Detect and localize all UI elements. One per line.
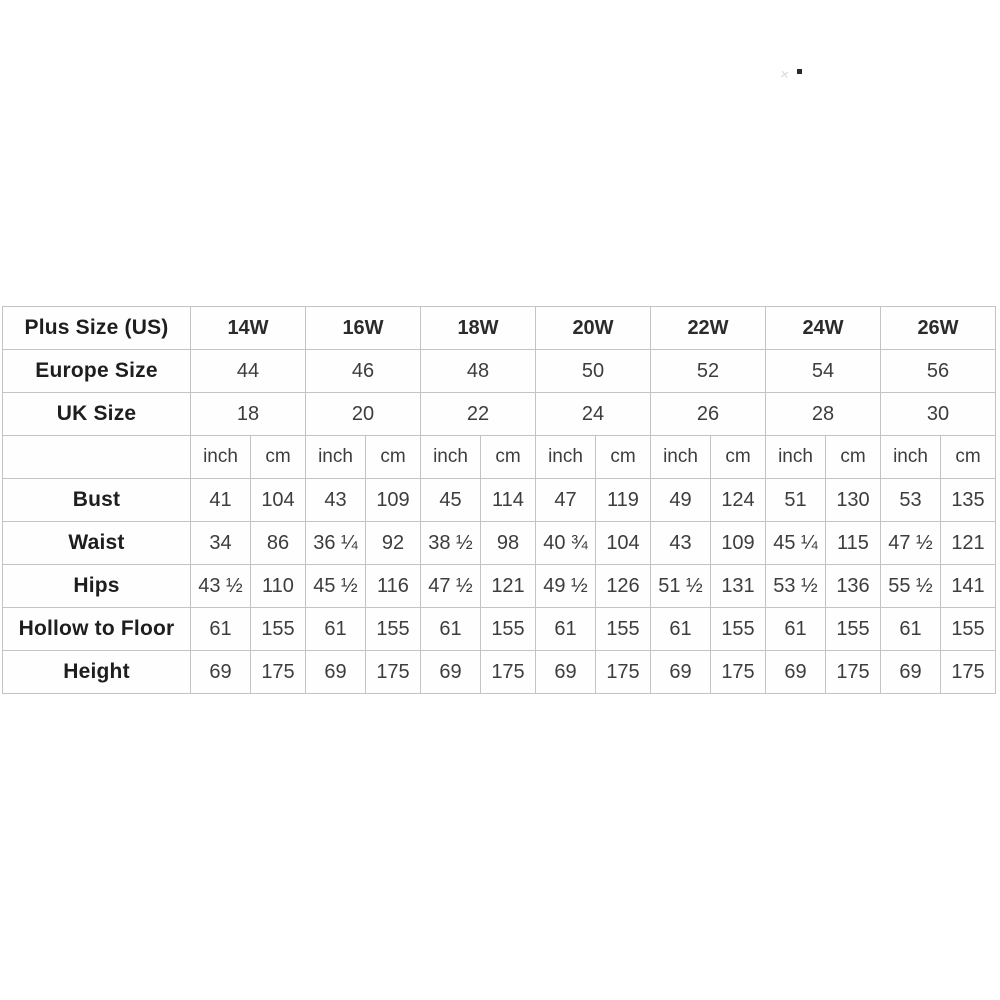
unit-cell-cm: cm [596, 436, 651, 479]
table-row-plus-size [3, 307, 996, 350]
height-cell: 69 [651, 651, 711, 694]
europe-size-cell: 56 [881, 350, 996, 393]
hips-cell: 116 [366, 565, 421, 608]
hollow-to-floor-cell: 61 [651, 608, 711, 651]
hips-cell: 126 [596, 565, 651, 608]
height-cell: 175 [941, 651, 996, 694]
height-cell: 175 [826, 651, 881, 694]
bust-cell: 45 [421, 479, 481, 522]
unit-cell-cm: cm [251, 436, 306, 479]
europe-size-cell: 44 [191, 350, 306, 393]
hollow-to-floor-cell: 155 [366, 608, 421, 651]
speck-artifact [797, 69, 802, 74]
hollow-to-floor-cell: 61 [536, 608, 596, 651]
hollow-to-floor-cell: 155 [481, 608, 536, 651]
uk-size-cell: 26 [651, 393, 766, 436]
bust-cell: 109 [366, 479, 421, 522]
uk-size-cell: 24 [536, 393, 651, 436]
row-label-waist: Waist [3, 522, 191, 565]
waist-cell: 98 [481, 522, 536, 565]
size-header-cell: 24W [766, 307, 881, 350]
hips-cell: 47 ½ [421, 565, 481, 608]
uk-size-cell: 20 [306, 393, 421, 436]
hollow-to-floor-cell: 155 [251, 608, 306, 651]
size-header-cell: 22W [651, 307, 766, 350]
unit-cell-inch: inch [421, 436, 481, 479]
row-label-height: Height [3, 651, 191, 694]
table-row-waist [3, 522, 996, 565]
bust-cell: 41 [191, 479, 251, 522]
hips-cell: 131 [711, 565, 766, 608]
height-cell: 69 [536, 651, 596, 694]
bust-cell: 47 [536, 479, 596, 522]
europe-size-cell: 48 [421, 350, 536, 393]
uk-size-cell: 22 [421, 393, 536, 436]
hips-cell: 121 [481, 565, 536, 608]
table-row-europe-size [3, 350, 996, 393]
size-chart-table [2, 306, 996, 694]
unit-cell-inch: inch [306, 436, 366, 479]
height-cell: 69 [766, 651, 826, 694]
bust-cell: 124 [711, 479, 766, 522]
europe-size-cell: 50 [536, 350, 651, 393]
bust-cell: 51 [766, 479, 826, 522]
unit-cell-cm: cm [941, 436, 996, 479]
bust-cell: 43 [306, 479, 366, 522]
hollow-to-floor-cell: 155 [711, 608, 766, 651]
height-cell: 175 [481, 651, 536, 694]
height-cell: 175 [711, 651, 766, 694]
unit-cell-inch: inch [536, 436, 596, 479]
hips-cell: 49 ½ [536, 565, 596, 608]
waist-cell: 34 [191, 522, 251, 565]
waist-cell: 109 [711, 522, 766, 565]
unit-cell-cm: cm [366, 436, 421, 479]
waist-cell: 45 ¼ [766, 522, 826, 565]
hips-cell: 110 [251, 565, 306, 608]
europe-size-cell: 46 [306, 350, 421, 393]
bust-cell: 135 [941, 479, 996, 522]
hollow-to-floor-cell: 61 [421, 608, 481, 651]
unit-cell-inch: inch [881, 436, 941, 479]
hips-cell: 53 ½ [766, 565, 826, 608]
table-row-height [3, 651, 996, 694]
unit-cell-cm: cm [826, 436, 881, 479]
row-label-hollow-to-floor: Hollow to Floor [3, 608, 191, 651]
height-cell: 175 [596, 651, 651, 694]
row-label-plus-size: Plus Size (US) [3, 307, 191, 350]
unit-cell-cm: cm [481, 436, 536, 479]
waist-cell: 36 ¼ [306, 522, 366, 565]
table-row-units [3, 436, 996, 479]
hollow-to-floor-cell: 61 [191, 608, 251, 651]
hollow-to-floor-cell: 155 [596, 608, 651, 651]
hips-cell: 43 ½ [191, 565, 251, 608]
waist-cell: 43 [651, 522, 711, 565]
bust-cell: 114 [481, 479, 536, 522]
row-label-europe-size: Europe Size [3, 350, 191, 393]
hips-cell: 141 [941, 565, 996, 608]
unit-cell-inch: inch [651, 436, 711, 479]
size-header-cell: 16W [306, 307, 421, 350]
unit-cell-inch: inch [766, 436, 826, 479]
waist-cell: 92 [366, 522, 421, 565]
size-header-cell: 26W [881, 307, 996, 350]
unit-cell-cm: cm [711, 436, 766, 479]
size-header-cell: 18W [421, 307, 536, 350]
size-header-cell: 14W [191, 307, 306, 350]
height-cell: 69 [421, 651, 481, 694]
hollow-to-floor-cell: 61 [881, 608, 941, 651]
europe-size-cell: 52 [651, 350, 766, 393]
height-cell: 175 [251, 651, 306, 694]
table-row-hollow-to-floor [3, 608, 996, 651]
waist-cell: 104 [596, 522, 651, 565]
waist-cell: 40 ¾ [536, 522, 596, 565]
bust-cell: 104 [251, 479, 306, 522]
height-cell: 175 [366, 651, 421, 694]
hollow-to-floor-cell: 61 [766, 608, 826, 651]
height-cell: 69 [306, 651, 366, 694]
bust-cell: 130 [826, 479, 881, 522]
waist-cell: 47 ½ [881, 522, 941, 565]
hips-cell: 55 ½ [881, 565, 941, 608]
europe-size-cell: 54 [766, 350, 881, 393]
size-header-cell: 20W [536, 307, 651, 350]
height-cell: 69 [881, 651, 941, 694]
row-label-bust: Bust [3, 479, 191, 522]
table-row-hips [3, 565, 996, 608]
bust-cell: 53 [881, 479, 941, 522]
uk-size-cell: 30 [881, 393, 996, 436]
table-row-bust [3, 479, 996, 522]
unit-cell-inch: inch [191, 436, 251, 479]
uk-size-cell: 18 [191, 393, 306, 436]
waist-cell: 38 ½ [421, 522, 481, 565]
hips-cell: 136 [826, 565, 881, 608]
bust-cell: 49 [651, 479, 711, 522]
hips-cell: 45 ½ [306, 565, 366, 608]
unit-row-label-empty [3, 436, 191, 479]
waist-cell: 121 [941, 522, 996, 565]
waist-cell: 115 [826, 522, 881, 565]
hips-cell: 51 ½ [651, 565, 711, 608]
hollow-to-floor-cell: 155 [826, 608, 881, 651]
row-label-hips: Hips [3, 565, 191, 608]
waist-cell: 86 [251, 522, 306, 565]
height-cell: 69 [191, 651, 251, 694]
hollow-to-floor-cell: 61 [306, 608, 366, 651]
bust-cell: 119 [596, 479, 651, 522]
jpeg-smudge-artifact: × [779, 65, 791, 84]
table-row-uk-size [3, 393, 996, 436]
row-label-uk-size: UK Size [3, 393, 191, 436]
uk-size-cell: 28 [766, 393, 881, 436]
hollow-to-floor-cell: 155 [941, 608, 996, 651]
